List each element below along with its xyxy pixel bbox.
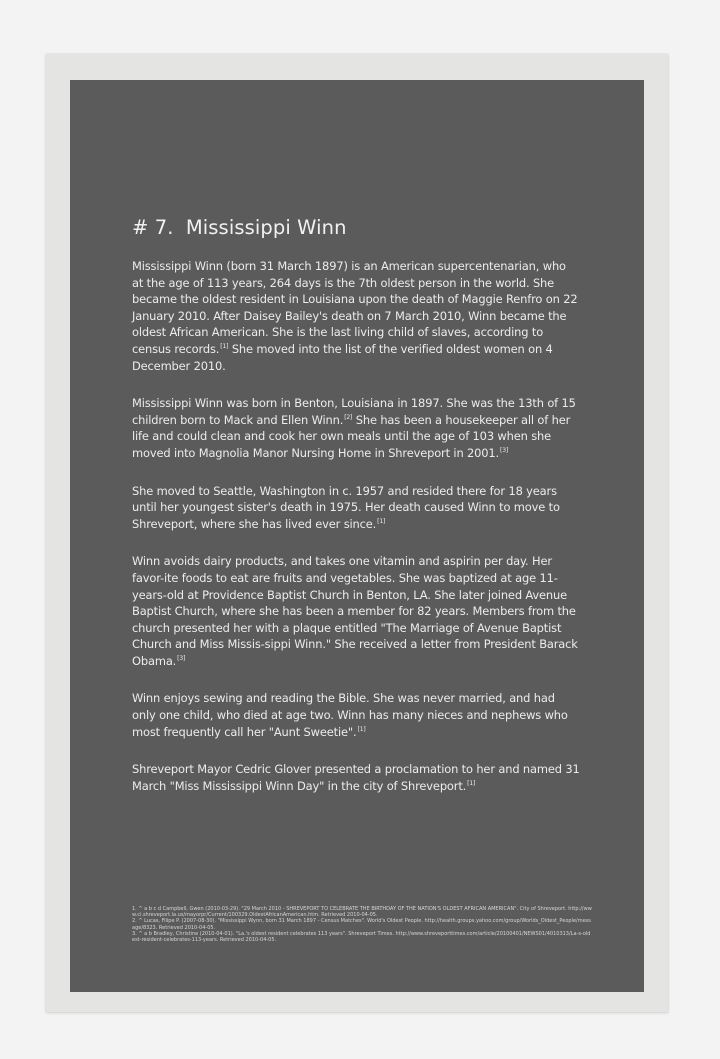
paragraph-6: Shreveport Mayor Cedric Glover presented a proclamation to her and named 31 March "Miss Mississippi Winn Day" in the city of Shreveport.[1] <box>132 762 580 793</box>
paragraph-3: She moved to Seattle, Washington in c. 1957 and resided there for 18 years until her youngest sister's death in 1975. Her death caused Winn to move to Shreveport, where she has lived ever since.[1] <box>132 483 560 531</box>
paragraph-1: Mississippi Winn (born 31 March 1897) is an American supercentenarian, who at the age of 113 years, 264 days is the 7th oldest person in the world. She became the oldest resident in Louisiana upon the death of Maggie Renfro on 22 January 2010. After Daisey Bailey's death on 7 March 2010, Winn became the oldest African American. She is the last living child of slaves, according to census records.[1] She moved into the list of the verified oldest women on 4 December 2010. <box>132 259 578 373</box>
citation-ref: [1] <box>377 517 386 525</box>
citation-ref: [2] <box>344 413 353 421</box>
paragraph-5: Winn enjoys sewing and reading the Bible. She was never married, and had only one child, who died at age two. Winn has many nieces and nephews who most frequently call her "Aunt Sweetie".[1] <box>132 691 568 739</box>
paragraph-2: Mississippi Winn was born in Benton, Louisiana in 1897. She was the 13th of 15 children born to Mack and Ellen Winn.[2] She has been a housekeeper all of her life and could clean and cook her own meals until the age of 103 when she moved into Magnolia Manor Nursing Home in Shreveport in 2001.[3] <box>132 396 576 460</box>
article-title <box>132 216 347 239</box>
footnote-1: 1. ^ a b c d Campbell, Gwen (2010-03-29). "29 March 2010 - SHREVEPORT TO CELEBRATE THE BIRTHDAY OF THE NATION'S OLDEST AFRICAN AMERICAN". City of Shreveport. http://www.ci.shreveport.la.us/mayorpr/Current/100329.OldestAfricanAmerican.htm. Retrieved 2010-04-05. <box>132 906 592 919</box>
citation-ref: [3] <box>177 654 186 662</box>
article-number: # 7. <box>132 216 174 239</box>
article-title-text: Mississippi Winn <box>185 216 347 239</box>
citation-ref: [1] <box>220 342 229 350</box>
footnotes <box>132 906 592 943</box>
paragraph-4: Winn avoids dairy products, and takes one vitamin and aspirin per day. Her favor-ite foods to eat are fruits and vegetables. She was baptized at age 11-years-old at Providence Baptist Church in Benton, LA. She later joined Avenue Baptist Church, where she has been a member for 82 years. Members from the church presented her with a plaque entitled "The Marriage of Avenue Baptist Church and Miss Missis-sippi Winn." She received a letter from President Barack Obama.[3] <box>132 554 578 668</box>
footnote-3: 3. ^ a b Bradley, Christine (2010-04-01). "La.'s oldest resident celebrates 113 years". Shreveport Times. http://www.shreveporttimes.com/article/20100401/NEWS01/4010313/La-s-oldest-resident-celebrates-113-years. Retrieved 2010-04-05. <box>132 930 591 944</box>
citation-ref: [1] <box>357 725 366 733</box>
article-body <box>132 258 580 815</box>
citation-ref: [3] <box>500 446 509 454</box>
citation-ref: [1] <box>467 779 476 787</box>
footnote-2: 2. ^ Lucas, Filipe P. (2007-08-30). "Mississippi Wynn, born 31 March 1897 - Census Matches". World's Oldest People. http://health.groups.yahoo.com/group/Worlds_Oldest_People/message/8323. Retrieved 2010-04-05. <box>132 918 591 931</box>
